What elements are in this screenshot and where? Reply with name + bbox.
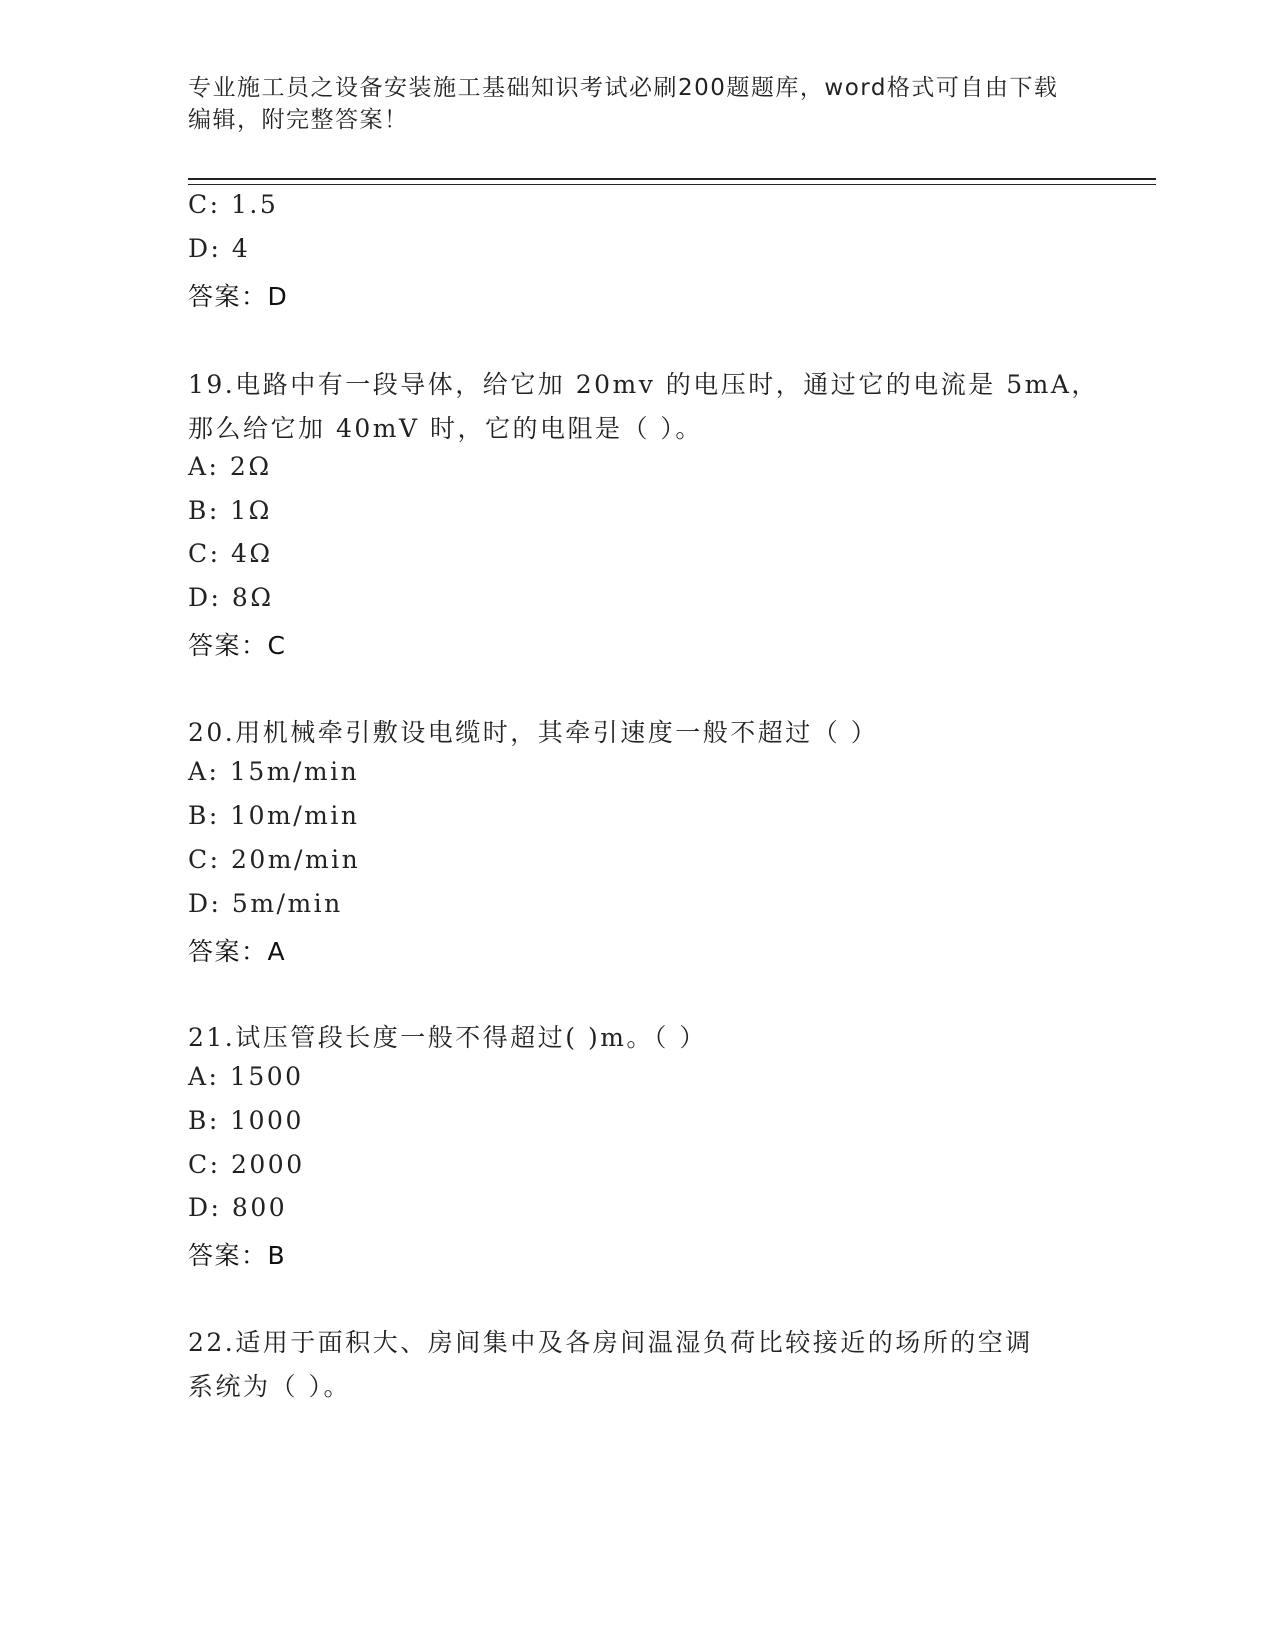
q21-option-d: D: 800: [188, 1193, 288, 1222]
q19-stem-line2: 那么给它加 40mV 时，它的电阻是（ ）。: [188, 414, 703, 443]
q19-option-c: C: 4Ω: [188, 539, 273, 568]
header-divider-thick: [188, 178, 1156, 180]
q20-option-b: B: 10m/min: [188, 801, 360, 830]
q21-answer: 答案：B: [188, 1241, 287, 1270]
q20-answer: 答案：A: [188, 937, 287, 966]
q22-stem-line2: 系统为（ ）。: [188, 1372, 351, 1401]
q18-option-d: D: 4: [188, 234, 251, 263]
q20-option-d: D: 5m/min: [188, 889, 343, 918]
q19-option-d: D: 8Ω: [188, 583, 274, 612]
q19-stem-line1: 19.电路中有一段导体，给它加 20mv 的电压时，通过它的电流是 5mA，: [188, 370, 1099, 399]
document-header: [188, 72, 1088, 136]
q18-option-c: C: 1.5: [188, 190, 279, 219]
q21-stem-line1: 21.试压管段长度一般不得超过( )m。（ ）: [188, 1023, 707, 1052]
header-title-line1: 专业施工员之设备安装施工基础知识考试必刷200题题库，word格式可自由下载: [188, 75, 1059, 101]
q19-option-b: B: 1Ω: [188, 496, 272, 525]
header-title-line2: 编辑，附完整答案！: [188, 107, 409, 133]
q21-option-a: A: 1500: [188, 1062, 304, 1091]
q18-answer: 答案：D: [188, 282, 289, 311]
q21-option-c: C: 2000: [188, 1150, 305, 1179]
q20-option-a: A: 15m/min: [188, 757, 360, 786]
q20-option-c: C: 20m/min: [188, 845, 361, 874]
header-divider-thin: [188, 184, 1156, 185]
q19-answer: 答案：C: [188, 631, 287, 660]
q20-stem-line1: 20.用机械牵引敷设电缆时，其牵引速度一般不超过（ ）: [188, 718, 879, 747]
q19-option-a: A: 2Ω: [188, 452, 272, 481]
q22-stem-line1: 22.适用于面积大、房间集中及各房间温湿负荷比较接近的场所的空调: [188, 1328, 1033, 1357]
q21-option-b: B: 1000: [188, 1106, 304, 1135]
